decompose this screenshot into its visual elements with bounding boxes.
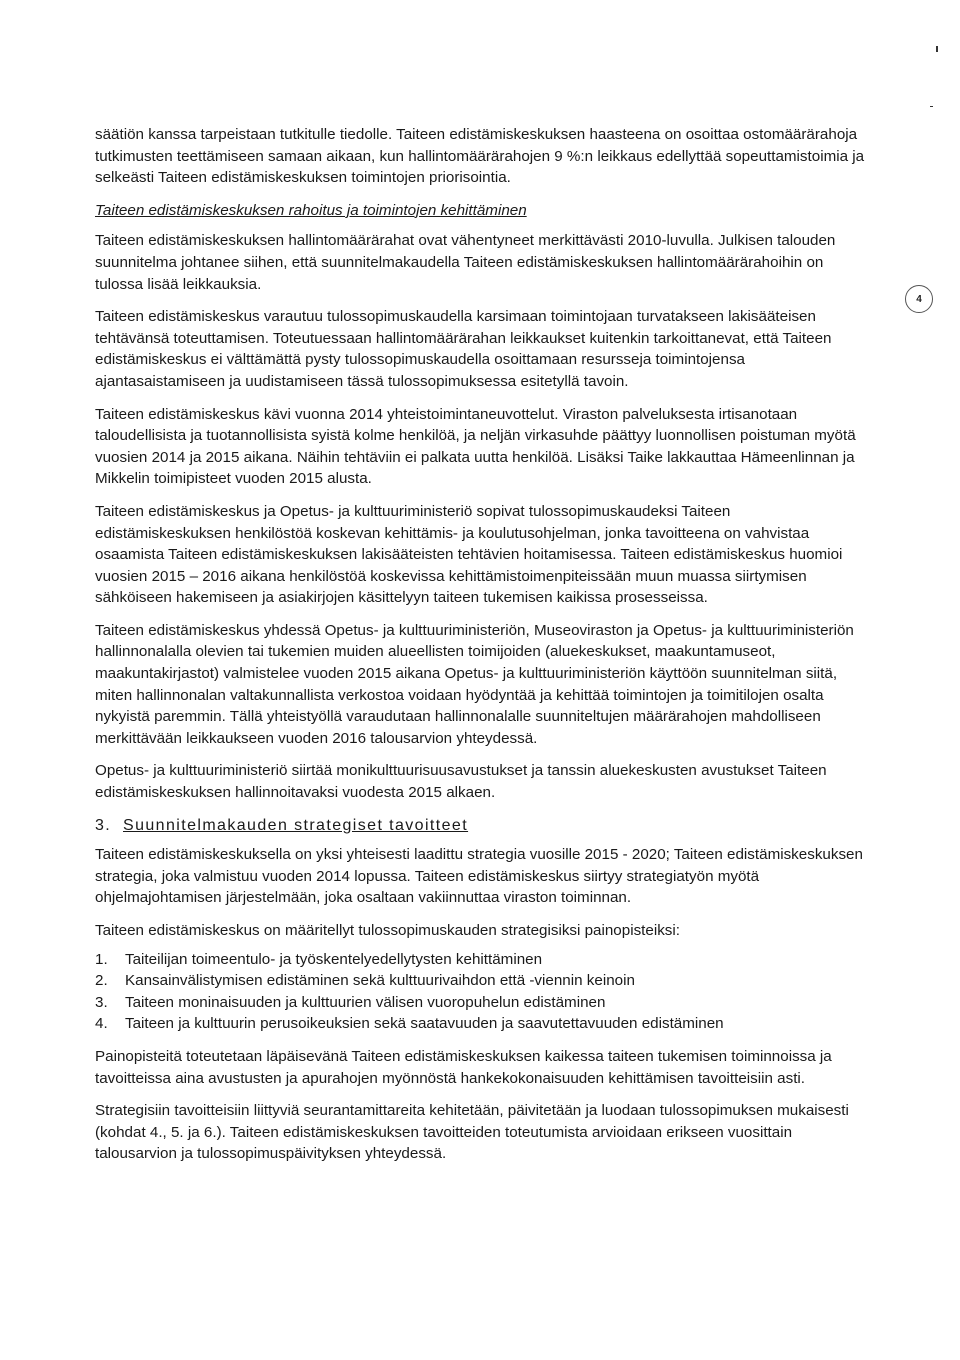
paragraph-mid-6: Opetus- ja kulttuuriministeriö siirtää monikulttuurisuusavustukset ja tanssin aluekeskusten avustukset Taiteen edistämiskeskuksen hallinnoitavaksi vuodesta 2015 alkaen. <box>95 762 827 802</box>
section-title: Suunnitelmakauden strategiset tavoitteet <box>123 816 469 834</box>
subheading-funding: Taiteen edistämiskeskuksen rahoitus ja toimintojen kehittäminen <box>95 201 527 219</box>
section-heading <box>95 815 870 837</box>
list-item-number: 3. <box>95 993 108 1011</box>
paragraph-mid-1: Taiteen edistämiskeskuksen hallintomäärärahat ovat vähentyneet merkittävästi 2010-luvulla. Julkisen talouden suunnitelma johtanee siihen, että suunnitelmakaudella Taiteen edistämiskeskuksen hallintomäärärahoihin on tulossa lisää leikkauksia. <box>95 232 836 293</box>
page-number-label: 4 <box>916 293 922 305</box>
document-page <box>95 124 870 1176</box>
list-item-number: 2. <box>95 972 108 990</box>
page-number-badge <box>905 285 933 313</box>
list-item-text: Taiteilijan toimeentulo- ja työskentelyedellytysten kehittäminen <box>125 950 543 968</box>
list-item <box>95 1013 870 1035</box>
paragraph-mid-5: Taiteen edistämiskeskus yhdessä Opetus- ja kulttuuriministeriön, Museoviraston ja Opetus- ja kulttuuriministeriön hallinnonalalla olevien tai tukemien muiden alueellisten toimijoiden (aluekeskukset, maakuntamuseot, maakuntakirjastot) valmistelee vuoden 2015 aikana Opetus- ja kulttuuriministeriön käyttöön suunnitelman siitä, miten hallinnonalan valtakunnallista verkostoa voidaan hyödyntää ja kehittää toimintojen ja toimitilojen osalta nykyistä paremmin. Tällä yhteistyöllä varaudutaan hallinnonalalle suunniteltujen määrärahojen mahdolliseen merkittävään leikkaukseen vuoden 2016 talousarvion yhteydessä. <box>95 621 854 747</box>
paragraph-mid-3: Taiteen edistämiskeskus kävi vuonna 2014 yhteistoimintaneuvottelut. Viraston palveluksesta irtisanotaan taloudellisista ja tuotannollisista syistä kolme henkilöä, ja neljän virkasuhde päättyy luonnollisen poistuman myötä vuosien 2014 ja 2015 aikana. Näihin tehtäviin ei palkata uutta henkilöä. Lisäksi Taike lakkauttaa Hämeenlinnan ja Mikkelin toimipisteet vuoden 2015 alusta. <box>95 405 856 488</box>
priority-list <box>95 949 870 1035</box>
paragraph-strategy-2: Taiteen edistämiskeskus on määritellyt tulossopimuskauden strategisiksi painopisteiksi: <box>95 922 680 939</box>
scan-mark-top <box>936 46 938 52</box>
paragraph-end-1: Painopisteitä toteutetaan läpäisevänä Taiteen edistämiskeskuksen kaikessa taiteen tukemisen toiminnoissa ja tavoitteissa aina avustusten ja apurahojen myönnöstä hankekokonaisuuden kehittämisen tavoitteisiin asti. <box>95 1047 832 1087</box>
paragraph-intro: säätiön kanssa tarpeistaan tutkitulle tiedolle. Taiteen edistämiskeskuksen haasteena on osoittaa ostomäärärahoja tutkimusten teettämiseen samaan aikaan, kun hallintomäärärahojen 9 %:n leikkaus edellyttää sopeuttamistoimia ja selkeästi Taiteen edistämiskeskuksen toimintojen priorisointia. <box>95 126 865 187</box>
list-item-number: 1. <box>95 950 108 968</box>
list-item <box>95 970 870 992</box>
list-item <box>95 992 870 1014</box>
scan-mark-side <box>930 106 933 107</box>
list-item <box>95 949 870 971</box>
paragraph-end-2: Strategisiin tavoitteisiin liittyviä seurantamittareita kehitetään, päivitetään ja luodaan tulossopimuksen mukaisesti (kohdat 4., 5. ja 6.). Taiteen edistämiskeskuksen tavoitteiden toteutumista arvioidaan erikseen vuosittain talousarvion ja tulossopimuspäivityksen yhteydessä. <box>95 1102 849 1163</box>
paragraph-strategy-1: Taiteen edistämiskeskuksella on yksi yhteisesti laadittu strategia vuosille 2015 - 2020; Taiteen edistämiskeskuksen strategia, joka valmistuu vuoden 2014 lopussa. Taiteen edistämiskeskus siirtyy strategiatyön myötä ohjelmajohtamisen järjestelmään, joka osaltaan vakiinnuttaa viraston toiminnan. <box>95 846 863 907</box>
section-number: 3. <box>95 816 112 834</box>
list-item-number: 4. <box>95 1015 108 1033</box>
paragraph-mid-4: Taiteen edistämiskeskus ja Opetus- ja kulttuuriministeriö sopivat tulossopimuskaudeksi Taiteen edistämiskeskuksen henkilöstöä koskevan kehittämis- ja koulutusohjelman, jonka tavoitteena on vahvistaa osaamista Taiteen edistämiskeskuksen lakisääteisten tehtävien hoitamisessa. Taiteen edistämiskeskus huomioi vuosien 2015 – 2016 aikana henkilöstöä koskevissa kehittämistoimenpiteissään muun muassa siirtymisen sähköiseen hakemiseen ja asiakirjojen käsittelyyn taiteen tukemisen kaikissa prosesseissa. <box>95 502 843 607</box>
list-item-text: Kansainvälistymisen edistäminen sekä kulttuurivaihdon että -viennin keinoin <box>125 972 635 990</box>
paragraph-mid-2: Taiteen edistämiskeskus varautuu tulossopimuskaudella karsimaan toimintojaan turvatakseen lakisääteisen tehtävänsä toteuttamisen. Toteutuessaan hallintomäärärahan leikkaukset kuitenkin tarkoittanevat, että Taiteen edistämiskeskus ei välttämättä pysty tulossopimuskaudella osoittamaan resursseja toimintojensa ajantasaistamiseen ja uudistamiseen tässä tulossopimuksessa esitetyllä tavoin. <box>95 308 832 390</box>
list-item-text: Taiteen ja kulttuurin perusoikeuksien sekä saatavuuden ja saavutettavuuden edistäminen <box>125 1015 724 1033</box>
list-item-text: Taiteen moninaisuuden ja kulttuurien välisen vuoropuhelun edistäminen <box>125 993 606 1011</box>
